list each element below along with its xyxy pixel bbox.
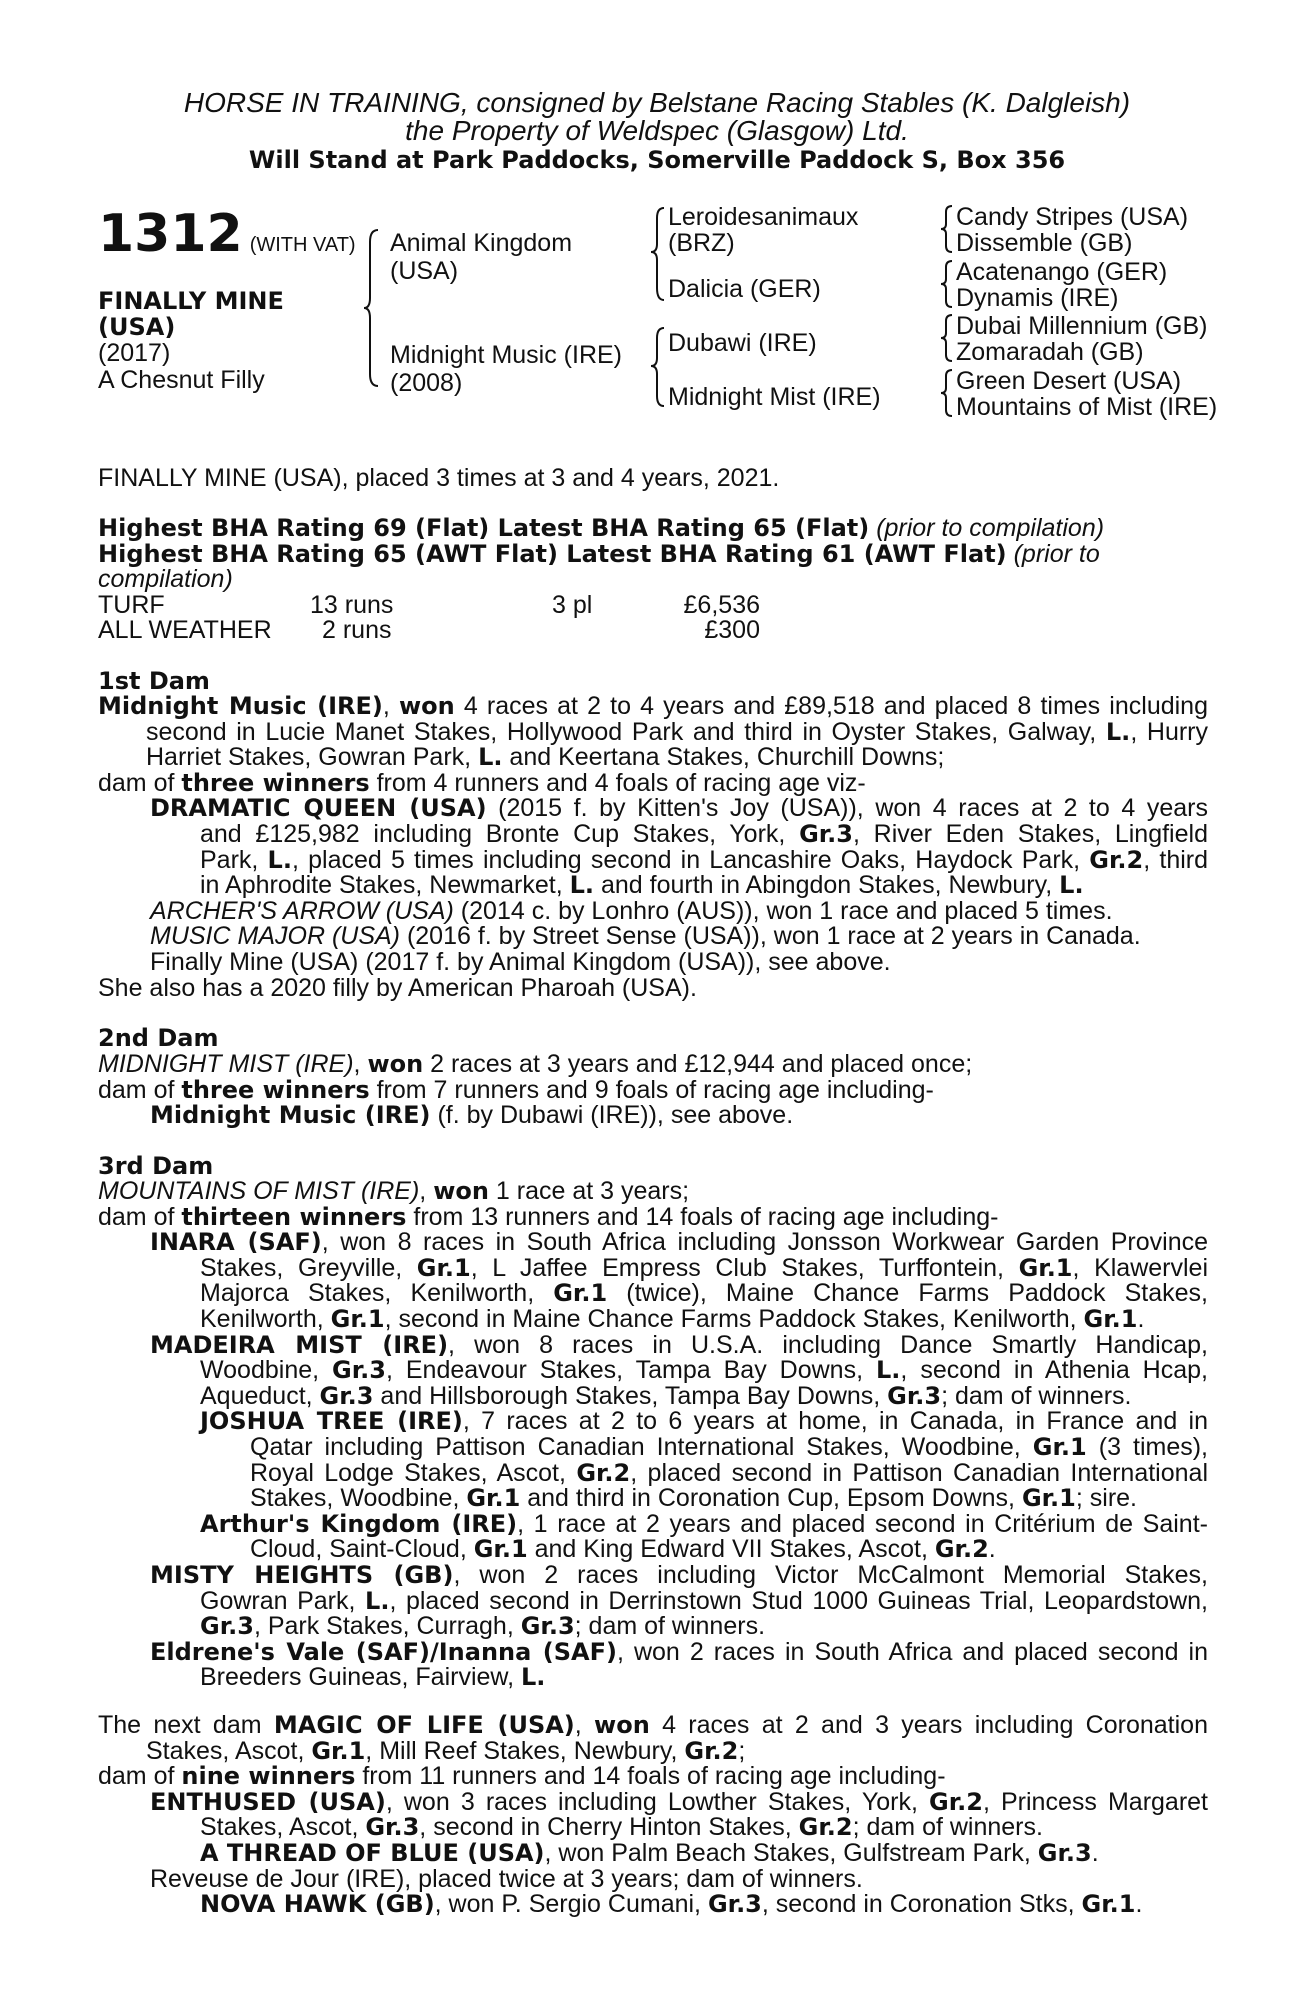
rating-flat <box>98 515 1104 541</box>
pedigree-gen4-1: Candy Stripes (USA) <box>956 203 1189 231</box>
record-earnings: £6,536 <box>683 591 760 619</box>
text-line: A THREAD OF BLUE (USA), won Palm Beach Stakes, Gulfstream Park, Gr.3. <box>200 1839 1099 1867</box>
text-line: Stakes, Ascot, Gr.1, Mill Reef Stakes, Newbury, Gr.2; <box>146 1736 746 1765</box>
text-line: Eldrene's Vale (SAF)/Inanna (SAF), won 2 races in South Africa and placed second in <box>150 1637 1208 1666</box>
header-location: Will Stand at Park Paddocks, Somerville Paddock S, Box 356 <box>248 146 1066 174</box>
pedigree-brace-main <box>364 228 384 388</box>
text-line: Breeders Guineas, Fairview, L. <box>200 1663 546 1692</box>
text-line: Reveuse de Jour (IRE), placed twice at 3 years; dam of winners. <box>150 1864 863 1893</box>
rating-flat-text: Highest BHA Rating 69 (Flat) Latest BHA Rating 65 (Flat) <box>98 514 870 542</box>
text-line: Stakes, Ascot, Gr.3, second in Cherry Hinton Stakes, Gr.2; dam of winners. <box>200 1813 1043 1842</box>
text-line: dam of three winners from 4 runners and 4 foals of racing age viz- <box>98 768 866 797</box>
text-line: Park, L., placed 5 times including second in Lancashire Oaks, Haydock Park, Gr.2, third <box>200 845 1209 874</box>
pedigree-brace-g3 <box>940 313 954 363</box>
text-line: Midnight Music (IRE) (f. by Dubawi (IRE)), see above. <box>150 1101 794 1130</box>
text-line: JOSHUA TREE (IRE), 7 races at 2 to 6 years at home, in Canada, in France and in <box>200 1407 1208 1436</box>
record-surface: TURF <box>98 591 165 619</box>
text-line: MIDNIGHT MIST (IRE), won 2 races at 3 years and £12,944 and placed once; <box>98 1050 973 1078</box>
header-consignor: HORSE IN TRAINING, consigned by Belstane Racing Stables (K. Dalgleish) <box>183 87 1131 118</box>
text-line: Majorca Stakes, Kenilworth, Gr.1 (twice), Maine Chance Farms Paddock Stakes, <box>200 1279 1209 1308</box>
text-line: Stakes, Woodbine, Gr.1 and third in Coronation Cup, Epsom Downs, Gr.1; sire. <box>250 1484 1137 1513</box>
record-placed: 3 pl <box>552 591 593 619</box>
text-line: MADEIRA MIST (IRE), won 8 races in U.S.A. including Dance Smartly Handicap, <box>150 1330 1208 1359</box>
pedigree-dam-line1: Midnight Music (IRE) <box>390 341 622 369</box>
horse-year: (2017) <box>98 339 171 367</box>
record-earnings: £300 <box>704 616 760 644</box>
text-line: Woodbine, Gr.3, Endeavour Stakes, Tampa Bay Downs, L., second in Athenia Hcap, <box>200 1356 1208 1385</box>
first-dam-heading: 1st Dam <box>98 667 210 695</box>
text-line: ENTHUSED (USA), won 3 races including Lowther Stakes, York, Gr.2, Princess Margaret <box>150 1787 1209 1816</box>
pedigree-sire-sire-line2: (BRZ) <box>668 229 735 257</box>
pedigree-sire-line1: Animal Kingdom <box>390 229 573 257</box>
pedigree-brace-sire <box>650 206 668 302</box>
text-line: and £125,982 including Bronte Cup Stakes, York, Gr.3, River Eden Stakes, Lingfield <box>200 820 1208 848</box>
text-line: MUSIC MAJOR (USA) (2016 f. by Street Sense (USA)), won 1 race at 2 years in Canada. <box>150 922 1141 951</box>
text-line: Kenilworth, Gr.1, second in Maine Chance Farms Paddock Stakes, Kenilworth, Gr.1. <box>200 1305 1145 1333</box>
horse-origin: (USA) <box>98 313 176 341</box>
pedigree-gen4-5: Dubai Millennium (GB) <box>956 312 1208 340</box>
text-line: MOUNTAINS OF MIST (IRE), won 1 race at 3 years; <box>98 1177 690 1205</box>
text-line: Cloud, Saint-Cloud, Gr.1 and King Edward VII Stakes, Ascot, Gr.2. <box>250 1535 996 1564</box>
rating-flat-note: (prior to compilation) <box>876 514 1105 542</box>
header-property: the Property of Weldspec (Glasgow) Ltd. <box>405 115 909 146</box>
race-summary: FINALLY MINE (USA), placed 3 times at 3 and 4 years, 2021. <box>98 464 780 492</box>
record-runs: 2 runs <box>322 616 392 644</box>
text-line: Gowran Park, L., placed second in Derrinstown Stud 1000 Guineas Trial, Leopardstown, <box>200 1586 1208 1615</box>
pedigree-brace-g1 <box>940 204 954 254</box>
rating-awt-note: (prior to <box>1013 540 1100 568</box>
record-surface: ALL WEATHER <box>98 616 272 644</box>
rating-awt <box>98 541 1100 567</box>
vat-note: (WITH VAT) <box>249 234 356 256</box>
pedigree-dam-line2: (2008) <box>390 369 463 397</box>
pedigree-gen4-7: Green Desert (USA) <box>956 367 1182 395</box>
second-dam-heading: 2nd Dam <box>98 1024 219 1052</box>
text-line: ARCHER'S ARROW (USA) (2014 c. by Lonhro (AUS)), won 1 race and placed 5 times. <box>150 896 1113 925</box>
pedigree-sire-line2: (USA) <box>390 257 459 285</box>
text-line: Midnight Music (IRE), won 4 races at 2 to 4 years and £89,518 and placed 8 times including <box>98 692 1208 720</box>
text-line: Finally Mine (USA) (2017 f. by Animal Kingdom (USA)), see above. <box>150 948 891 976</box>
pedigree-gen4-3: Acatenango (GER) <box>956 258 1168 286</box>
pedigree-brace-g4 <box>940 368 954 418</box>
horse-description: A Chesnut Filly <box>98 366 265 394</box>
pedigree-sire-dam: Dalicia (GER) <box>668 275 821 303</box>
text-line: dam of three winners from 7 runners and 9 foals of racing age including- <box>98 1075 934 1104</box>
text-line: dam of thirteen winners from 13 runners and 14 foals of racing age including- <box>98 1202 999 1231</box>
pedigree-gen4-2: Dissemble (GB) <box>956 229 1133 257</box>
text-line: Qatar including Pattison Canadian International Stakes, Woodbine, Gr.1 (3 times), <box>250 1433 1208 1461</box>
rating-awt-note-cont: compilation) <box>98 565 233 593</box>
text-line: INARA (SAF), won 8 races in South Africa including Jonsson Workwear Garden Province <box>150 1228 1208 1257</box>
pedigree-gen4-6: Zomaradah (GB) <box>956 338 1144 366</box>
pedigree-sire-sire-line1: Leroidesanimaux <box>668 203 859 231</box>
pedigree-brace-dam <box>650 326 668 408</box>
text-line: Royal Lodge Stakes, Ascot, Gr.2, placed second in Pattison Canadian International <box>250 1458 1209 1487</box>
text-line: Arthur's Kingdom (IRE), 1 race at 2 years and placed second in Critérium de Saint- <box>200 1509 1208 1538</box>
horse-name: FINALLY MINE <box>98 287 284 315</box>
pedigree-gen4-4: Dynamis (IRE) <box>956 284 1119 312</box>
lot-number: 1312 <box>98 204 243 264</box>
text-line: The next dam MAGIC OF LIFE (USA), won 4 races at 2 and 3 years including Coronation <box>98 1711 1208 1739</box>
text-line: Gr.3, Park Stakes, Curragh, Gr.3; dam of winners. <box>200 1612 766 1641</box>
text-line: DRAMATIC QUEEN (USA) (2015 f. by Kitten's Joy (USA)), won 4 races at 2 to 4 years <box>150 794 1209 823</box>
text-line: NOVA HAWK (GB), won P. Sergio Cumani, Gr.3, second in Coronation Stks, Gr.1. <box>200 1890 1143 1919</box>
record-runs: 13 runs <box>310 591 394 619</box>
pedigree-brace-g2 <box>940 259 954 309</box>
text-line: dam of nine winners from 11 runners and 14 foals of racing age including- <box>98 1762 946 1791</box>
lot-number-row <box>98 206 356 262</box>
text-line: in Aphrodite Stakes, Newmarket, L. and fourth in Abingdon Stakes, Newbury, L. <box>200 871 1084 900</box>
text-line: She also has a 2020 filly by American Pharoah (USA). <box>98 973 697 1002</box>
rating-awt-text: Highest BHA Rating 65 (AWT Flat) Latest BHA Rating 61 (AWT Flat) <box>98 540 1007 568</box>
text-line: Stakes, Greyville, Gr.1, L Jaffee Empress Club Stakes, Turffontein, Gr.1, Klawervlei <box>200 1253 1208 1282</box>
text-line: second in Lucie Manet Stakes, Hollywood Park and third in Oyster Stakes, Galway, L., Hurry <box>146 717 1208 746</box>
text-line: Harriet Stakes, Gowran Park, L. and Keertana Stakes, Churchill Downs; <box>146 743 945 772</box>
pedigree-gen4-8: Mountains of Mist (IRE) <box>956 393 1218 421</box>
third-dam-heading: 3rd Dam <box>98 1152 214 1180</box>
text-line: Aqueduct, Gr.3 and Hillsborough Stakes, Tampa Bay Downs, Gr.3; dam of winners. <box>200 1381 1132 1410</box>
pedigree-dam-sire: Dubawi (IRE) <box>668 329 817 357</box>
text-line: MISTY HEIGHTS (GB), won 2 races including Victor McCalmont Memorial Stakes, <box>150 1561 1208 1589</box>
pedigree-dam-dam: Midnight Mist (IRE) <box>668 383 881 411</box>
